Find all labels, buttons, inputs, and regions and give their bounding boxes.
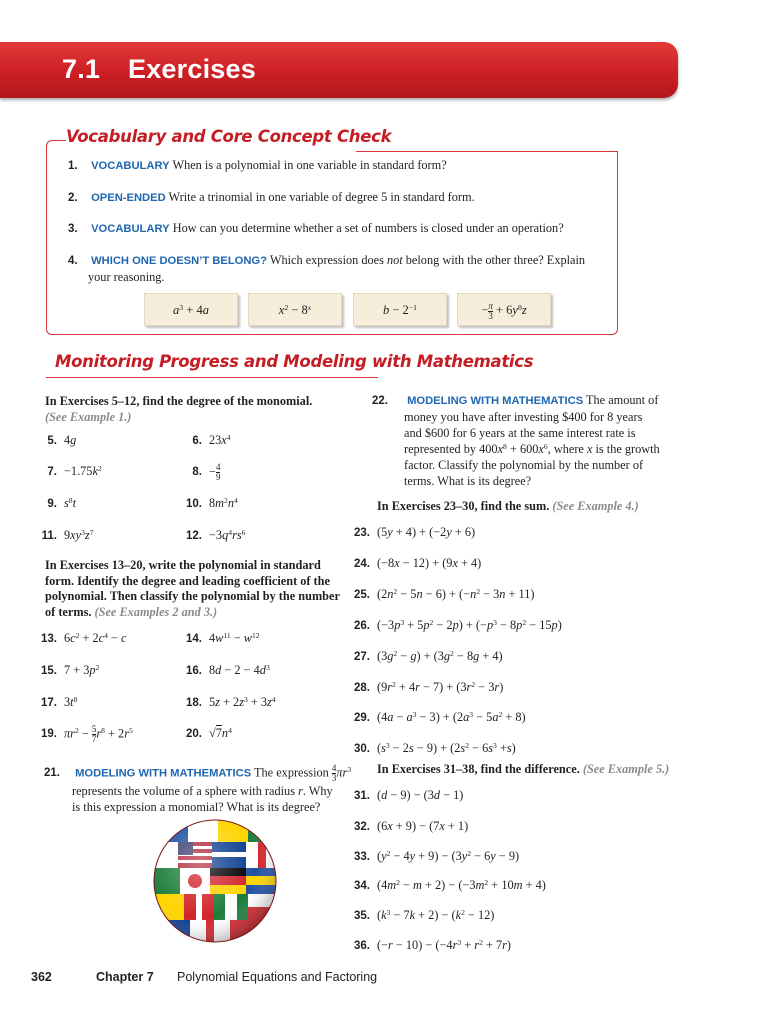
section-title <box>62 54 256 85</box>
exercise-23: 23. (5y + 4) + (−2y + 6) <box>354 525 476 539</box>
exercise-28: 28. $(9r^2 + 4r - 7) + (3r^2 - 3r)$ <box>354 679 504 694</box>
instructions-23-30: In Exercises 23–30, find the sum. (See Example 4.) <box>377 499 639 513</box>
vocab-heading: Vocabulary and Core Concept Check <box>66 127 392 146</box>
section-banner <box>0 42 678 98</box>
exercise-35: 35. $(k^3 - 7k + 2) - (k^2 - 12)$ <box>354 907 495 922</box>
monitoring-heading: Monitoring Progress and Modeling with Mathematics <box>55 352 534 371</box>
exercise-7: 7. $-1.75k^2$ <box>47 463 102 478</box>
keyword-vocabulary: VOCABULARY <box>91 223 170 235</box>
exercise-33: 33. $(y^2 - 4y + 9) - (3y^2 - 6y - 9)$ <box>354 848 520 863</box>
exercise-6: 6. $23x^4$ <box>192 432 231 447</box>
instructions-13-20: In Exercises 13–20, write the polynomial in standard form. Identify the degree and leading coefficient of the polynomial. Then classify the polynomial by the number of terms. (See Examples 2 and 3.) <box>45 558 340 619</box>
keyword-open-ended: OPEN-ENDED <box>91 192 166 204</box>
exercise-16: 16. $8d - 2 - 4d^3$ <box>186 662 270 677</box>
exercise-8: 8. − $\frac{4}{9}$ <box>192 462 221 482</box>
exercise-10: 10. $8m^2n^4$ <box>186 495 238 510</box>
keyword-which-one: WHICH ONE DOESN’T BELONG? <box>91 255 267 267</box>
instructions-5-12: In Exercises 5–12, find the degree of the monomial. (See Example 1.) <box>45 394 313 424</box>
exercise-31: 31. (d − 9) − (3d − 1) <box>354 788 464 802</box>
expression-card-3: $b - 2^{-1}$ <box>353 293 447 326</box>
exercise-19: 19. $\pi r^2$ − $\frac{5}{7}$ $r^8 + 2r^5$ <box>41 724 133 744</box>
exercise-32: 32. (6x + 9) − (7x + 1) <box>354 819 469 833</box>
keyword-modeling: MODELING WITH MATHEMATICS <box>407 395 584 407</box>
exercise-17: 17. $3t^8$ <box>41 694 78 709</box>
exercise-24: 24. (−8x − 12) + (9x + 4) <box>354 556 482 570</box>
instructions-31-38: In Exercises 31–38, find the difference. (See Example 5.) <box>377 762 670 776</box>
exercise-18: 18. $5z + 2z^3 + 3z^4$ <box>186 694 276 709</box>
exercise-15: 15. $7 + 3p^2$ <box>41 662 100 677</box>
monitoring-heading-rule <box>46 377 378 378</box>
exercise-36: 36. $(-r - 10) - (-4r^3 + r^2 + 7r)$ <box>354 937 512 952</box>
exercise-25: 25. $(2n^2 - 5n - 6) + (-n^2 - 3n + 11)$ <box>354 586 535 601</box>
footer-chapter: Chapter 7 <box>96 970 154 984</box>
exercise-4: 4. WHICH ONE DOESN’T BELONG? Which expression does not belong with the other three? Explain your reasoning. <box>68 253 586 284</box>
exercise-11: 11. $9xy^3z^7$ <box>41 527 94 542</box>
exercise-30: 30. $(s^3 - 2s - 9) + (2s^2 - 6s^3 +s)$ <box>354 740 516 755</box>
exercise-26: 26. $(-3p^3 + 5p^2 - 2p) + (-p^3 - 8p^2 - 15p)$ <box>354 617 562 632</box>
exercise-5: 5. 4g <box>47 433 77 447</box>
exercise-1: 1. VOCABULARY When is a polynomial in one variable in standard form? <box>68 158 447 172</box>
exercise-27: 27. $(3g^2 - g) + (3g^2 - 8g + 4)$ <box>354 648 503 663</box>
exercise-29: 29. $(4a - a^3 - 3) + (2a^3 - 5a^2 + 8)$ <box>354 709 526 724</box>
exercise-3: 3. VOCABULARY How can you determine whether a set of numbers is closed under an operation? <box>68 221 564 235</box>
exercise-21: 21. MODELING WITH MATHEMATICS The expression $\frac{4}{3}$ $\pi r^3$ represents the volume of a sphere with radius r. Why is this expression a monomial? What is its degree? <box>44 763 352 814</box>
exercise-14: 14. $4w^{11} - w^{12}$ <box>186 630 260 645</box>
section-name: Exercises <box>128 54 256 84</box>
globe-of-flags-icon <box>150 816 280 946</box>
expression-card-4: − $\frac{\pi}{3}$ + $6y^8z$ <box>457 293 551 326</box>
page-number: 362 <box>31 970 52 984</box>
flag-globe-image <box>150 816 280 946</box>
exercise-20: 20. $√7n^4$ <box>186 725 232 740</box>
exercise-2: 2. OPEN-ENDED Write a trinomial in one variable of degree 5 in standard form. <box>68 190 475 204</box>
expression-card-1: $a^3 + 4a$ <box>144 293 238 326</box>
footer-chapter-title: Polynomial Equations and Factoring <box>177 970 378 984</box>
exercise-12: 12. $-3q^4rs^6$ <box>186 527 246 542</box>
exercise-13: 13. $6c^2 + 2c^4 - c$ <box>41 630 127 645</box>
keyword-modeling: MODELING WITH MATHEMATICS <box>75 767 252 780</box>
keyword-vocabulary: VOCABULARY <box>91 160 170 172</box>
section-number: 7.1 <box>62 54 101 84</box>
expression-card-2: $x^2 - 8^x$ <box>248 293 342 326</box>
exercise-34: 34. $(4m^2 - m + 2) - (-3m^2 + 10m + 4)$ <box>354 877 546 892</box>
exercise-9: 9. $s^8t$ <box>47 495 77 510</box>
exercise-22: 22. MODELING WITH MATHEMATICS The amount of money you have after investing $400 for 8 years and $600 for 6 years at the same interest rate is represented by $400x^8 + 600x^6$, where x is the growth factor. Classify the polynomial by the number of terms. What is its degree? <box>372 393 660 488</box>
